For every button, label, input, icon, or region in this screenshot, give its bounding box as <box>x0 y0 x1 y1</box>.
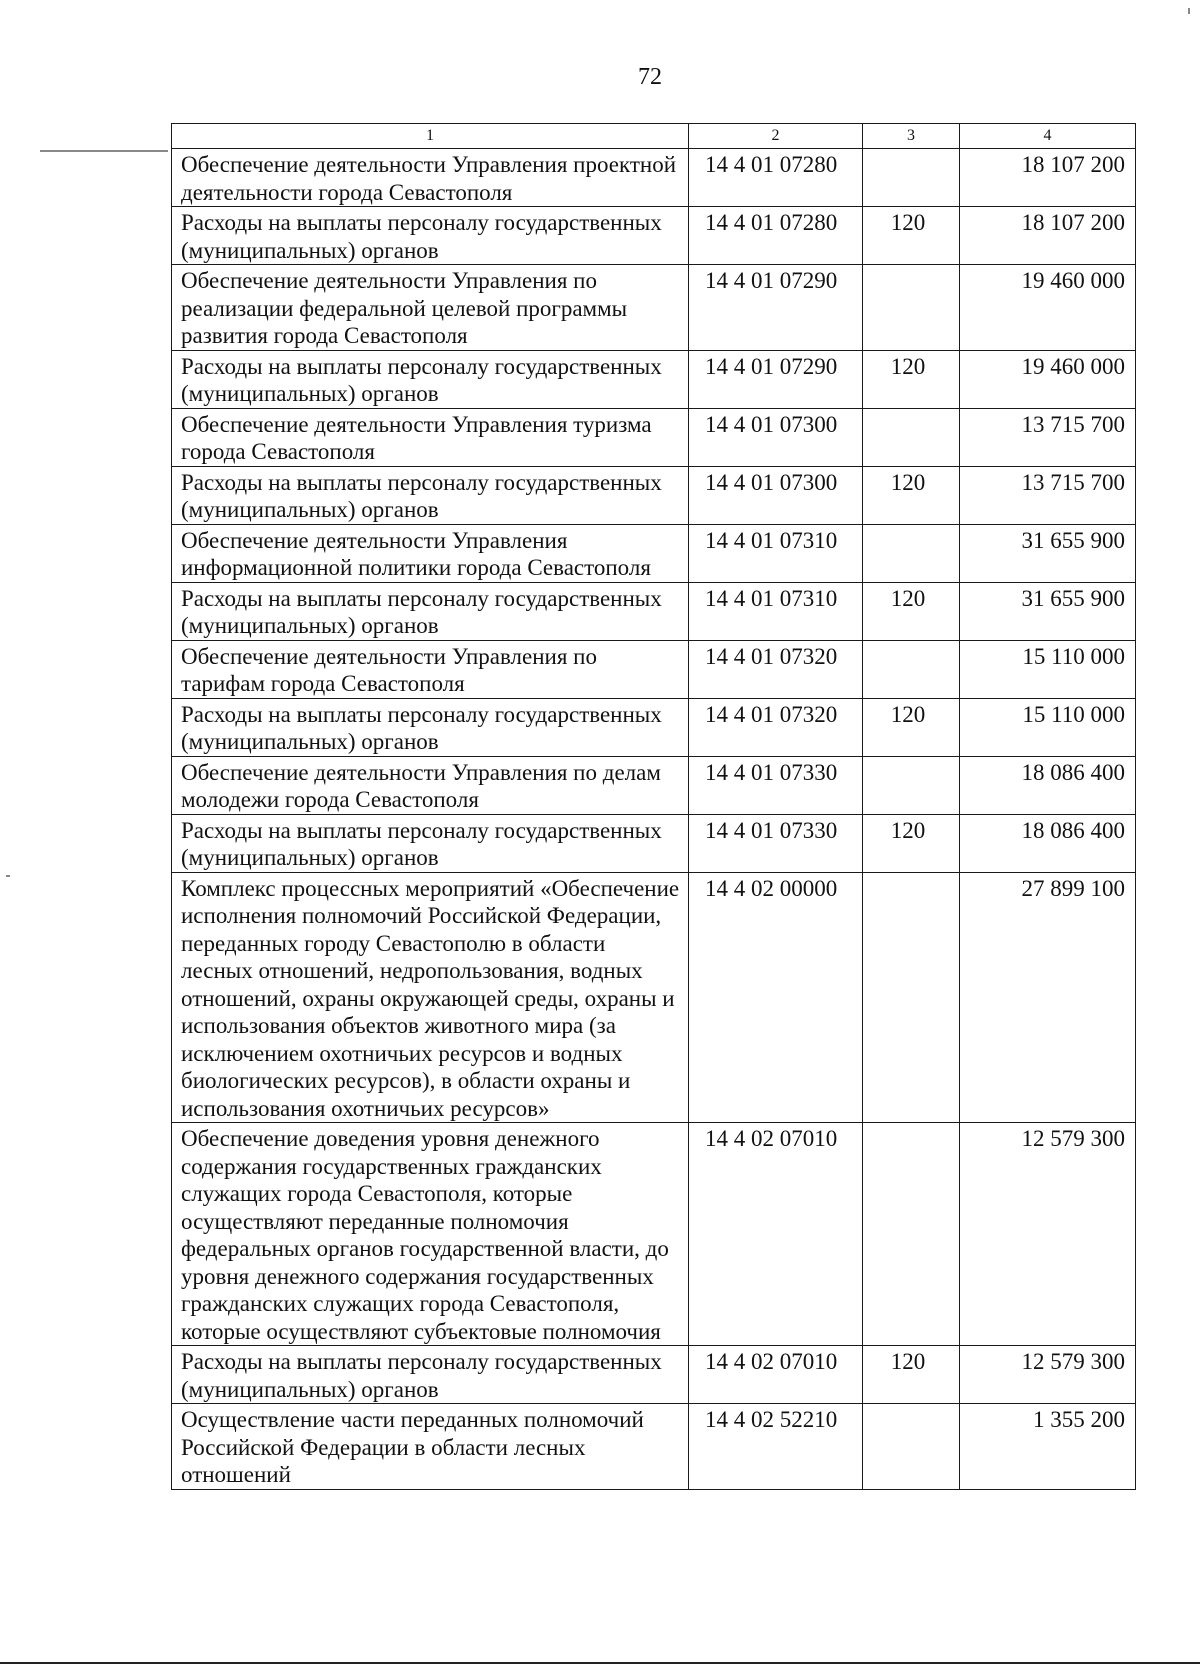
row-code: 14 4 01 07290 <box>689 265 863 351</box>
row-sum: 13 715 700 <box>960 466 1136 524</box>
row-name: Обеспечение деятельности Управления туризма города Севастополя <box>172 408 689 466</box>
scan-artifact <box>6 875 10 877</box>
row-sum: 15 110 000 <box>960 640 1136 698</box>
table-row <box>172 756 1136 814</box>
row-name: Обеспечение доведения уровня денежного содержания государственных гражданских служащих города Севастополя, которые осуществляют переданные полномочия федеральных органов государственной власти, до уровня денежного содержания государственных гражданских служащих города Севастополя, которые осуществляют субъектовые полномочия <box>172 1123 689 1346</box>
table-row <box>172 524 1136 582</box>
page-number: 72 <box>638 64 662 90</box>
row-name: Комплекс процессных мероприятий «Обеспечение исполнения полномочий Российской Федерации, переданных городу Севастополю в области лесных отношений, недропользования, водных отношений, охраны окружающей среды, охраны и использования объектов животного мира (за исключением охотничьих ресурсов и водных биологических ресурсов), в области охраны и использования охотничьих ресурсов» <box>172 872 689 1123</box>
row-sum: 27 899 100 <box>960 872 1136 1123</box>
row-code: 14 4 01 07330 <box>689 756 863 814</box>
row-code: 14 4 02 52210 <box>689 1404 863 1490</box>
row-code: 14 4 02 00000 <box>689 872 863 1123</box>
row-type: 120 <box>863 582 960 640</box>
column-header-1: 1 <box>172 124 689 149</box>
row-type <box>863 756 960 814</box>
row-sum: 19 460 000 <box>960 350 1136 408</box>
row-type <box>863 149 960 207</box>
table-row <box>172 582 1136 640</box>
row-type <box>863 524 960 582</box>
row-code: 14 4 02 07010 <box>689 1346 863 1404</box>
row-name: Расходы на выплаты персоналу государственных (муниципальных) органов <box>172 698 689 756</box>
row-name: Осуществление части переданных полномочий Российской Федерации в области лесных отношений <box>172 1404 689 1490</box>
row-sum: 15 110 000 <box>960 698 1136 756</box>
row-type <box>863 408 960 466</box>
row-sum: 18 086 400 <box>960 814 1136 872</box>
table-row <box>172 265 1136 351</box>
row-name: Обеспечение деятельности Управления проектной деятельности города Севастополя <box>172 149 689 207</box>
row-code: 14 4 01 07300 <box>689 466 863 524</box>
scan-artifact <box>40 150 168 152</box>
table-row <box>172 698 1136 756</box>
scan-artifact <box>1188 8 1190 14</box>
row-sum: 13 715 700 <box>960 408 1136 466</box>
table-row <box>172 1404 1136 1490</box>
row-sum: 1 355 200 <box>960 1404 1136 1490</box>
row-name: Обеспечение деятельности Управления информационной политики города Севастополя <box>172 524 689 582</box>
bottom-rule <box>0 1662 1200 1664</box>
row-type <box>863 265 960 351</box>
row-type: 120 <box>863 814 960 872</box>
row-sum: 12 579 300 <box>960 1346 1136 1404</box>
table-row <box>172 640 1136 698</box>
row-name: Обеспечение деятельности Управления по делам молодежи города Севастополя <box>172 756 689 814</box>
row-type: 120 <box>863 466 960 524</box>
row-type <box>863 1123 960 1346</box>
row-sum: 18 107 200 <box>960 207 1136 265</box>
table-row <box>172 814 1136 872</box>
table-row <box>172 350 1136 408</box>
row-code: 14 4 01 07300 <box>689 408 863 466</box>
table-row <box>172 149 1136 207</box>
row-type: 120 <box>863 698 960 756</box>
row-name: Обеспечение деятельности Управления по тарифам города Севастополя <box>172 640 689 698</box>
table-row <box>172 408 1136 466</box>
row-code: 14 4 01 07320 <box>689 698 863 756</box>
row-code: 14 4 01 07290 <box>689 350 863 408</box>
row-code: 14 4 02 07010 <box>689 1123 863 1346</box>
column-header-4: 4 <box>960 124 1136 149</box>
row-type <box>863 640 960 698</box>
row-code: 14 4 01 07280 <box>689 207 863 265</box>
row-type: 120 <box>863 207 960 265</box>
row-type: 120 <box>863 1346 960 1404</box>
row-sum: 12 579 300 <box>960 1123 1136 1346</box>
row-sum: 18 107 200 <box>960 149 1136 207</box>
column-header-3: 3 <box>863 124 960 149</box>
header-row <box>172 124 1136 149</box>
row-name: Расходы на выплаты персоналу государственных (муниципальных) органов <box>172 466 689 524</box>
row-name: Расходы на выплаты персоналу государственных (муниципальных) органов <box>172 1346 689 1404</box>
row-code: 14 4 01 07310 <box>689 582 863 640</box>
budget-table <box>171 123 1136 1490</box>
table-row <box>172 1123 1136 1346</box>
row-name: Расходы на выплаты персоналу государственных (муниципальных) органов <box>172 582 689 640</box>
row-type <box>863 1404 960 1490</box>
column-header-2: 2 <box>689 124 863 149</box>
row-type: 120 <box>863 350 960 408</box>
row-code: 14 4 01 07320 <box>689 640 863 698</box>
table-row <box>172 1346 1136 1404</box>
table-row <box>172 466 1136 524</box>
row-sum: 19 460 000 <box>960 265 1136 351</box>
row-code: 14 4 01 07280 <box>689 149 863 207</box>
row-name: Обеспечение деятельности Управления по реализации федеральной целевой программы развития города Севастополя <box>172 265 689 351</box>
row-name: Расходы на выплаты персоналу государственных (муниципальных) органов <box>172 350 689 408</box>
row-code: 14 4 01 07310 <box>689 524 863 582</box>
row-sum: 31 655 900 <box>960 582 1136 640</box>
row-type <box>863 872 960 1123</box>
row-sum: 18 086 400 <box>960 756 1136 814</box>
row-sum: 31 655 900 <box>960 524 1136 582</box>
table-row <box>172 872 1136 1123</box>
row-name: Расходы на выплаты персоналу государственных (муниципальных) органов <box>172 814 689 872</box>
row-name: Расходы на выплаты персоналу государственных (муниципальных) органов <box>172 207 689 265</box>
row-code: 14 4 01 07330 <box>689 814 863 872</box>
table-row <box>172 207 1136 265</box>
